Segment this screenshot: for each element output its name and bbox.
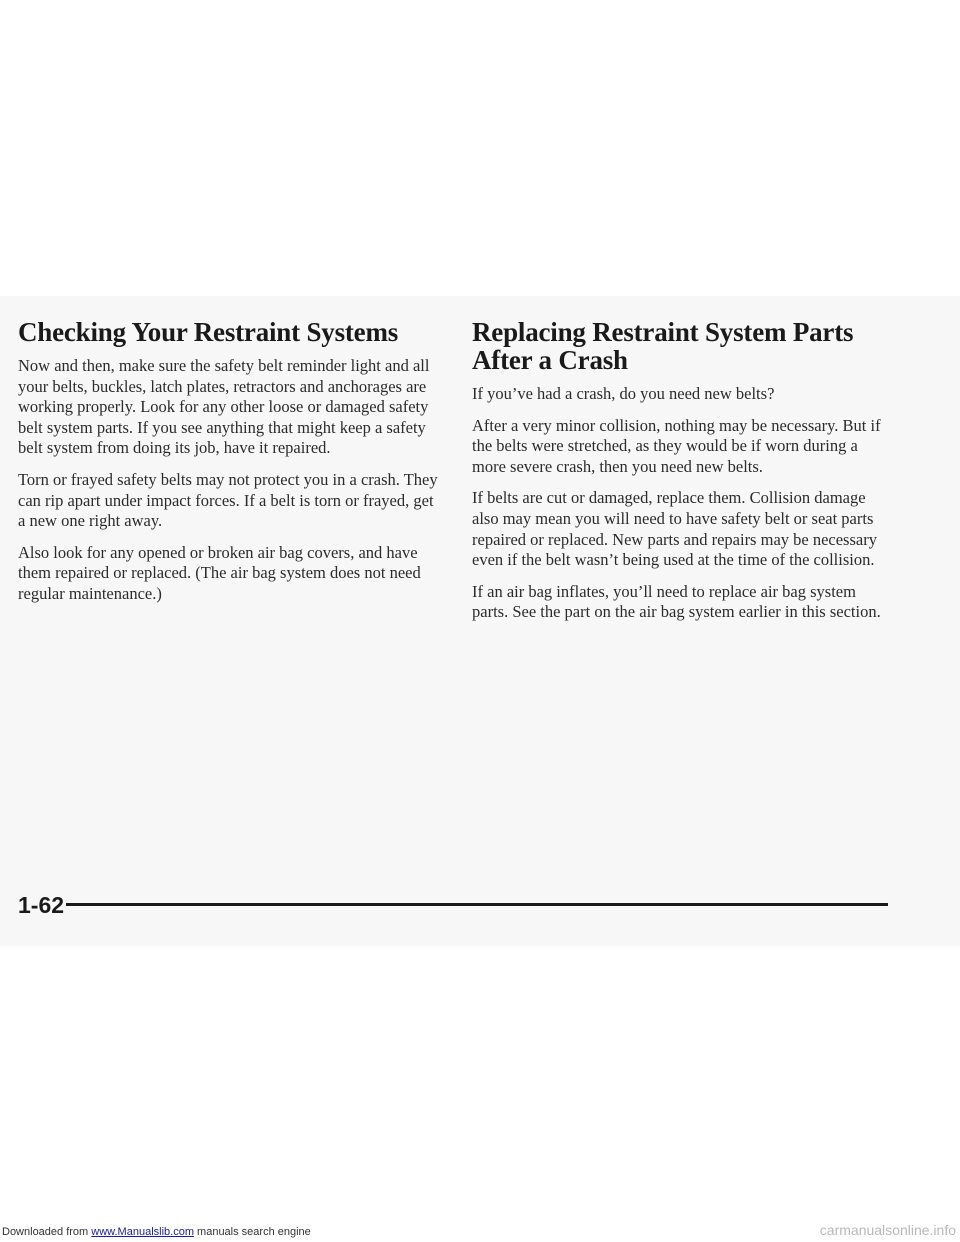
footer-rule [66, 903, 888, 906]
section-heading-checking: Checking Your Restraint Systems [18, 317, 399, 347]
paragraph: If an air bag inflates, you’ll need to replace air bag system parts. See the part on the air bag system earlier in this section. [472, 581, 881, 622]
paragraph: Now and then, make sure the safety belt reminder light and all your belts, buckles, latch plates, retractors and anchorages are working properly. Look for any other loose or damaged safety belt system parts. If you see anything that might keep a safety belt system from doing its job, have it repaired. [18, 356, 430, 458]
download-footer [2, 1226, 311, 1238]
section-heading-replacing: Replacing Restraint System Parts After a Crash [472, 317, 854, 375]
paragraph: If you’ve had a crash, do you need new belts? [472, 384, 775, 403]
page-number: 1-62 [18, 892, 65, 918]
left-column [18, 318, 438, 616]
paragraph: Also look for any opened or broken air bag covers, and have them repaired or replaced. (The air bag system does not need regular maintenance.) [18, 542, 421, 603]
paragraph: If belts are cut or damaged, replace them. Collision damage also may mean you will need to have safety belt or seat parts repaired or replaced. New parts and repairs may be necessary even if the belt wasn’t being used at the time of the collision. [472, 488, 877, 570]
paragraph: After a very minor collision, nothing may be necessary. But if the belts were stretched, as they would be if worn during a more severe crash, then you need new belts. [472, 415, 881, 476]
paragraph: Torn or frayed safety belts may not protect you in a crash. They can rip apart under impact forces. If a belt is torn or frayed, get a new one right away. [18, 469, 438, 531]
footer-prefix: Downloaded from [2, 1226, 92, 1238]
manualslib-link[interactable]: www.Manualslib.com [91, 1226, 194, 1238]
right-column [472, 318, 892, 634]
footer-suffix: manuals search engine [193, 1226, 311, 1238]
watermark: carmanualsonline.info [819, 1222, 956, 1238]
